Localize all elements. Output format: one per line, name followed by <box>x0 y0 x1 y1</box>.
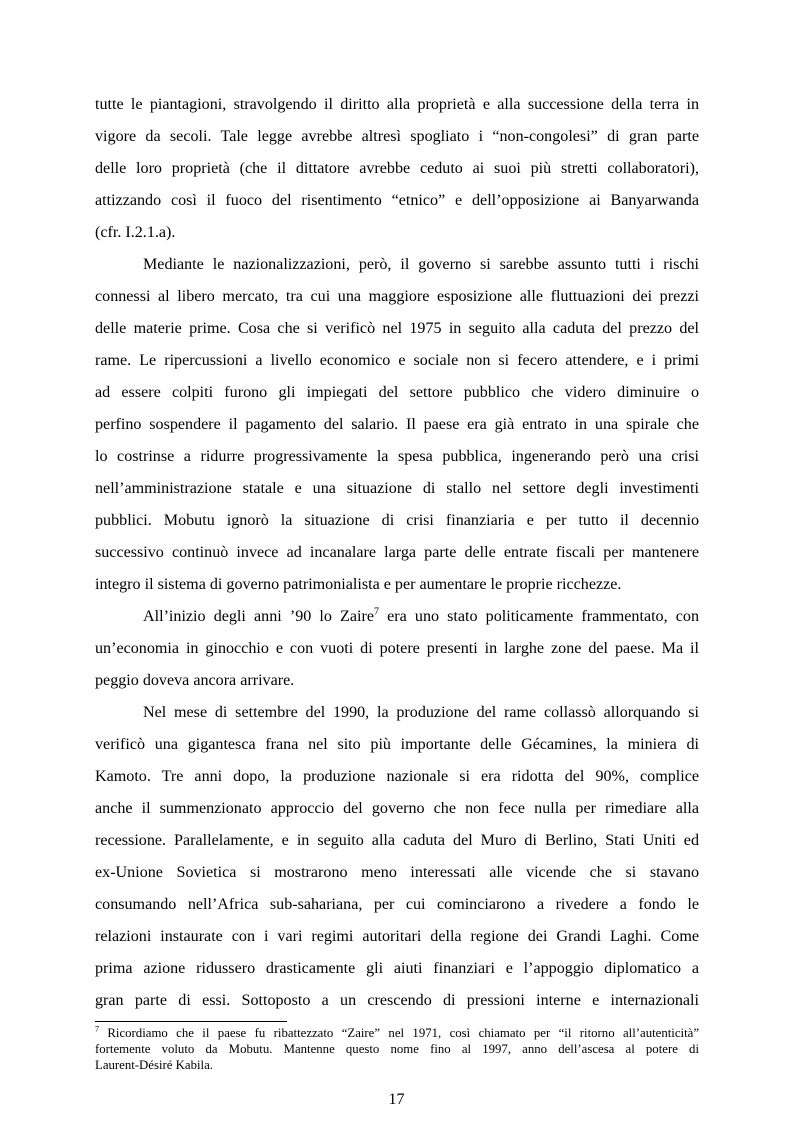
body-line: rame. Le ripercussioni a livello economico e sociale non si fecero attendere, e i primi <box>95 352 699 369</box>
body-line: integro il sistema di governo patrimonialista e per aumentare le proprie ricchezze. <box>95 576 622 593</box>
body-line: prima azione ridussero drasticamente gli aiuti finanziari e l’appoggio diplomatico a <box>95 960 699 977</box>
body-line: (cfr. I.2.1.a). <box>95 224 176 241</box>
body-line: peggio doveva ancora arrivare. <box>95 672 295 689</box>
body-line: Mediante le nazionalizzazioni, però, il governo si sarebbe assunto tutti i rischi <box>143 256 699 273</box>
footnote-reference[interactable]: 7 <box>374 606 379 618</box>
footnote-line: fortemente voluto da Mobutu. Mantenne questo nome fino al 1997, anno dell’ascesa al potere di <box>95 1042 699 1056</box>
body-line: attizzando così il fuoco del risentimento “etnico” e dell’opposizione ai Banyarwanda <box>95 192 699 209</box>
footnote-separator <box>95 1021 287 1022</box>
body-line: gran parte di essi. Sottoposto a un crescendo di pressioni interne e internazionali <box>95 992 699 1009</box>
body-line: connessi al libero mercato, tra cui una maggiore esposizione alle fluttuazioni dei prezzi <box>95 288 699 305</box>
body-line: consumando nell’Africa sub-sahariana, per cui cominciarono a rivedere a fondo le <box>95 896 699 913</box>
body-line: ad essere colpiti furono gli impiegati del settore pubblico che videro diminuire o <box>95 384 699 401</box>
footnote-marker: 7 <box>95 1024 99 1034</box>
body-line: Kamoto. Tre anni dopo, la produzione nazionale si era ridotta del 90%, complice <box>95 768 699 785</box>
body-line: un’economia in ginocchio e con vuoti di potere presenti in larghe zone del paese. Ma il <box>95 640 699 657</box>
body-line: successivo continuò invece ad incanalare larga parte delle entrate fiscali per mantenere <box>95 544 699 561</box>
body-line: ex-Unione Sovietica si mostrarono meno interessati alle vicende che si stavano <box>95 864 699 881</box>
body-line: delle materie prime. Cosa che si verificò nel 1975 in seguito alla caduta del prezzo del <box>95 320 699 337</box>
footnote-text: Ricordiamo che il paese fu ribattezzato “Zaire” nel 1971, così chiamato per “il ritorno all’autenticità” <box>99 1026 699 1040</box>
body-line: tutte le piantagioni, stravolgendo il diritto alla proprietà e alla successione della terra in <box>95 96 699 113</box>
body-line-text: All’inizio degli anni ’90 lo Zaire <box>143 608 374 625</box>
body-line: nell’amministrazione statale e una situazione di stallo nel settore degli investimenti <box>95 480 699 497</box>
footnote-line <box>95 1025 699 1041</box>
body-line: Nel mese di settembre del 1990, la produzione del rame collassò allorquando si <box>143 704 699 721</box>
body-line: pubblici. Mobutu ignorò la situazione di crisi finanziaria e per tutto il decennio <box>95 512 699 529</box>
footnote-line: Laurent-Désiré Kabila. <box>95 1058 213 1072</box>
body-line: recessione. Parallelamente, e in seguito alla caduta del Muro di Berlino, Stati Uniti ed <box>95 832 699 849</box>
page-number: 17 <box>388 1091 405 1108</box>
body-line: anche il summenzionato approccio del governo che non fece nulla per rimediare alla <box>95 800 699 817</box>
body-line-text: era uno stato politicamente frammentato, con <box>379 608 699 625</box>
body-line: lo costrinse a ridurre progressivamente la spesa pubblica, ingenerando però una crisi <box>95 448 699 465</box>
body-line: vigore da secoli. Tale legge avrebbe altresì spogliato i “non-congolesi” di gran parte <box>95 128 699 145</box>
body-line: delle loro proprietà (che il dittatore avrebbe ceduto ai suoi più stretti collaboratori), <box>95 160 699 177</box>
body-line: relazioni instaurate con i vari regimi autoritari della regione dei Grandi Laghi. Come <box>95 928 699 945</box>
body-line <box>143 607 699 627</box>
body-line: verificò una gigantesca frana nel sito più importante delle Gécamines, la miniera di <box>95 736 699 753</box>
body-line: perfino sospendere il pagamento del salario. Il paese era già entrato in una spirale che <box>95 416 699 433</box>
